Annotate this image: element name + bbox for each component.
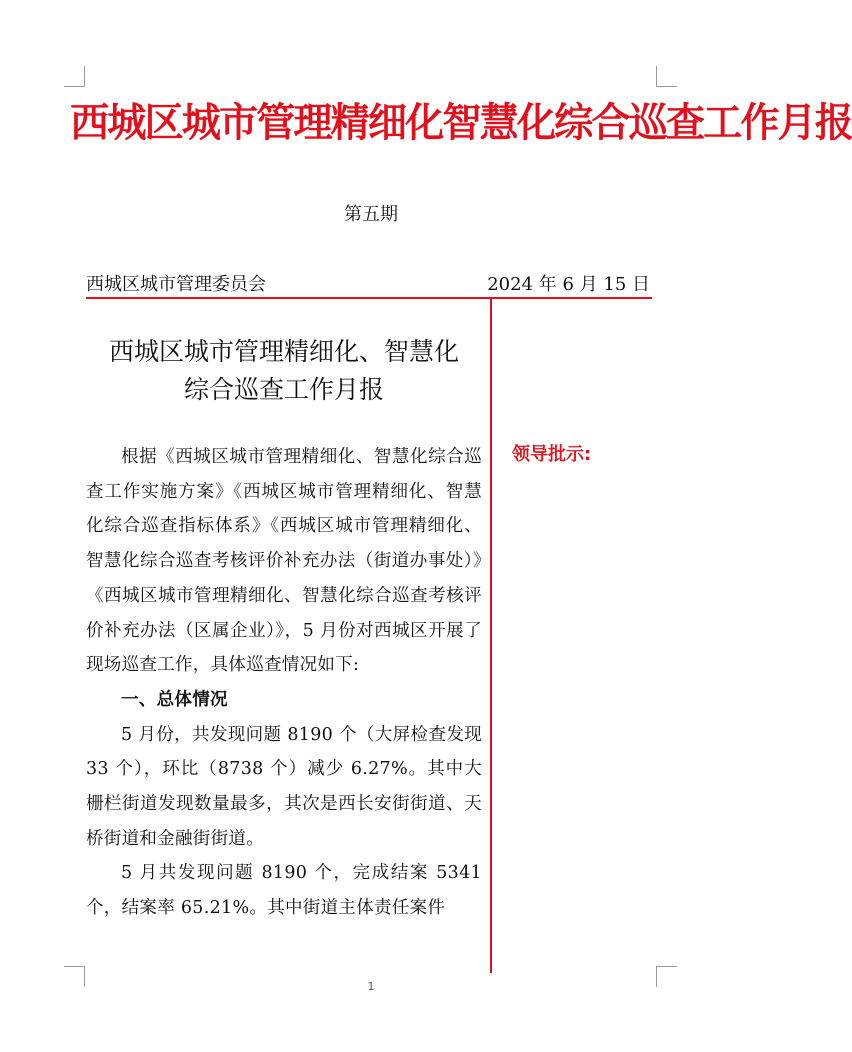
document-body <box>86 440 482 960</box>
intro-paragraph: 根据《西城区城市管理精细化、智慧化综合巡查工作实施方案》《西城区城市管理精细化、智慧化综合巡查指标体系》《西城区城市管理精细化、智慧化综合巡查考核评价补充办法（街道办事处）》《西城区城市管理精细化、智慧化综合巡查考核评价补充办法（区属企业）》，5 月份对西城区开展了现场巡查工作，具体巡查情况如下: <box>86 447 482 676</box>
page-number: 1 <box>367 980 375 993</box>
issue-date: 2024 年 6 月 15 日 <box>487 274 650 295</box>
section-paragraph: 5 月共发现问题 8190 个，完成结案 5341 个，结案率 65.21%。其中街道主体责任案件 <box>86 863 482 919</box>
masthead-title: 西城区城市管理精细化智慧化综合巡查工作月报 <box>70 100 852 146</box>
document-title <box>86 333 482 409</box>
leader-comment-label: 领导批示: <box>512 444 592 465</box>
issuing-organization: 西城区城市管理委员会 <box>86 274 266 295</box>
document-title-line-1: 西城区城市管理精细化、智慧化 <box>108 337 459 366</box>
red-horizontal-rule <box>86 297 652 299</box>
document-title-line-2: 综合巡查工作月报 <box>183 375 384 404</box>
issue-number: 第五期 <box>344 204 398 225</box>
section-heading: 一、总体情况 <box>121 689 228 710</box>
red-vertical-rule <box>490 299 492 973</box>
crop-mark-top-right <box>656 66 677 87</box>
section-paragraph: 5 月份，共发现问题 8190 个（大屏检查发现 33 个），环比（8738 个）减少 6.27%。其中大栅栏街道发现数量最多，其次是西长安街街道、天桥街道和金融街街道。 <box>86 724 482 849</box>
crop-mark-top-left <box>64 66 85 87</box>
